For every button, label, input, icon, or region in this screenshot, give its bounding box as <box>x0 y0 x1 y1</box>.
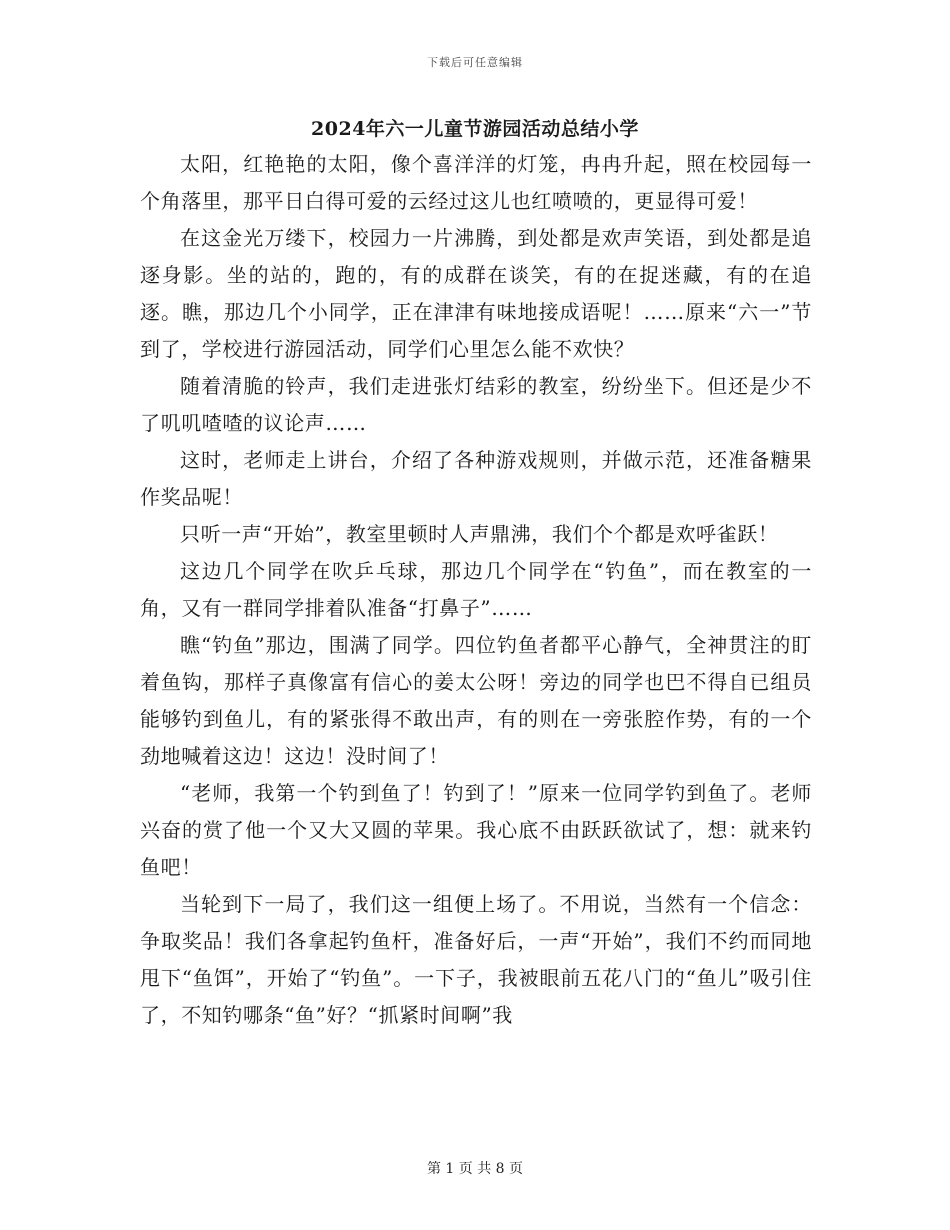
paragraph: 太阳，红艳艳的太阳，像个喜洋洋的灯笼，冉冉升起，照在校园每一个角落里，那平日白得可爱的云经过这儿也红喷喷的，更显得可爱！ <box>140 152 812 213</box>
paragraph: 在这金光万缕下，校园力一片沸腾，到处都是欢声笑语，到处都是追逐身影。坐的站的，跑的，有的成群在谈笑，有的在捉迷藏，有的在追逐。瞧，那边几个小同学，正在津津有味地接成语呢！……原来“六一”节到了，学校进行游园活动，同学们心里怎么能不欢快？ <box>140 226 812 361</box>
page-header-note: 下载后可任意编辑 <box>427 56 523 69</box>
document-body <box>140 146 812 1034</box>
paragraph: 瞧“钓鱼”那边，围满了同学。四位钓鱼者都平心静气，全神贯注的盯着鱼钩，那样子真像富有信心的姜太公呀！旁边的同学也巴不得自已组员能够钓到鱼儿，有的紧张得不敢出声，有的则在一旁张腔作势，有的一个劲地喊着这边！这边！没时间了！ <box>140 633 812 768</box>
paragraph: “老师，我第一个钓到鱼了！钓到了！”原来一位同学钓到鱼了。老师兴奋的赏了他一个又大又圆的苹果。我心底不由跃跃欲试了，想：就来钓鱼吧！ <box>140 781 812 879</box>
paragraph: 这时，老师走上讲台，介绍了各种游戏规则，并做示范，还准备糖果作奖品呢！ <box>140 448 812 509</box>
paragraph: 只听一声“开始”，教室里顿时人声鼎沸，我们个个都是欢呼雀跃！ <box>180 522 779 546</box>
paragraph: 这边几个同学在吹乒乓球，那边几个同学在“钓鱼”，而在教室的一角，又有一群同学排着队准备“打鼻子”…… <box>140 559 812 620</box>
paragraph: 当轮到下一局了，我们这一组便上场了。不用说，当然有一个信念：争取奖品！我们各拿起钓鱼杆，准备好后，一声“开始”，我们不约而同地甩下“鱼饵”，开始了“钓鱼”。一下子，我被眼前五花八门的“鱼儿”吸引住了，不知钓哪条“鱼”好？“抓紧时间啊”我 <box>140 892 812 1027</box>
paragraph: 随着清脆的铃声，我们走进张灯结彩的教室，纷纷坐下。但还是少不了叽叽喳喳的议论声…… <box>140 374 812 435</box>
page-number: 第 1 页 共 8 页 <box>426 1161 524 1177</box>
document-title: 2024年六一儿童节游园活动总结小学 <box>311 118 639 140</box>
